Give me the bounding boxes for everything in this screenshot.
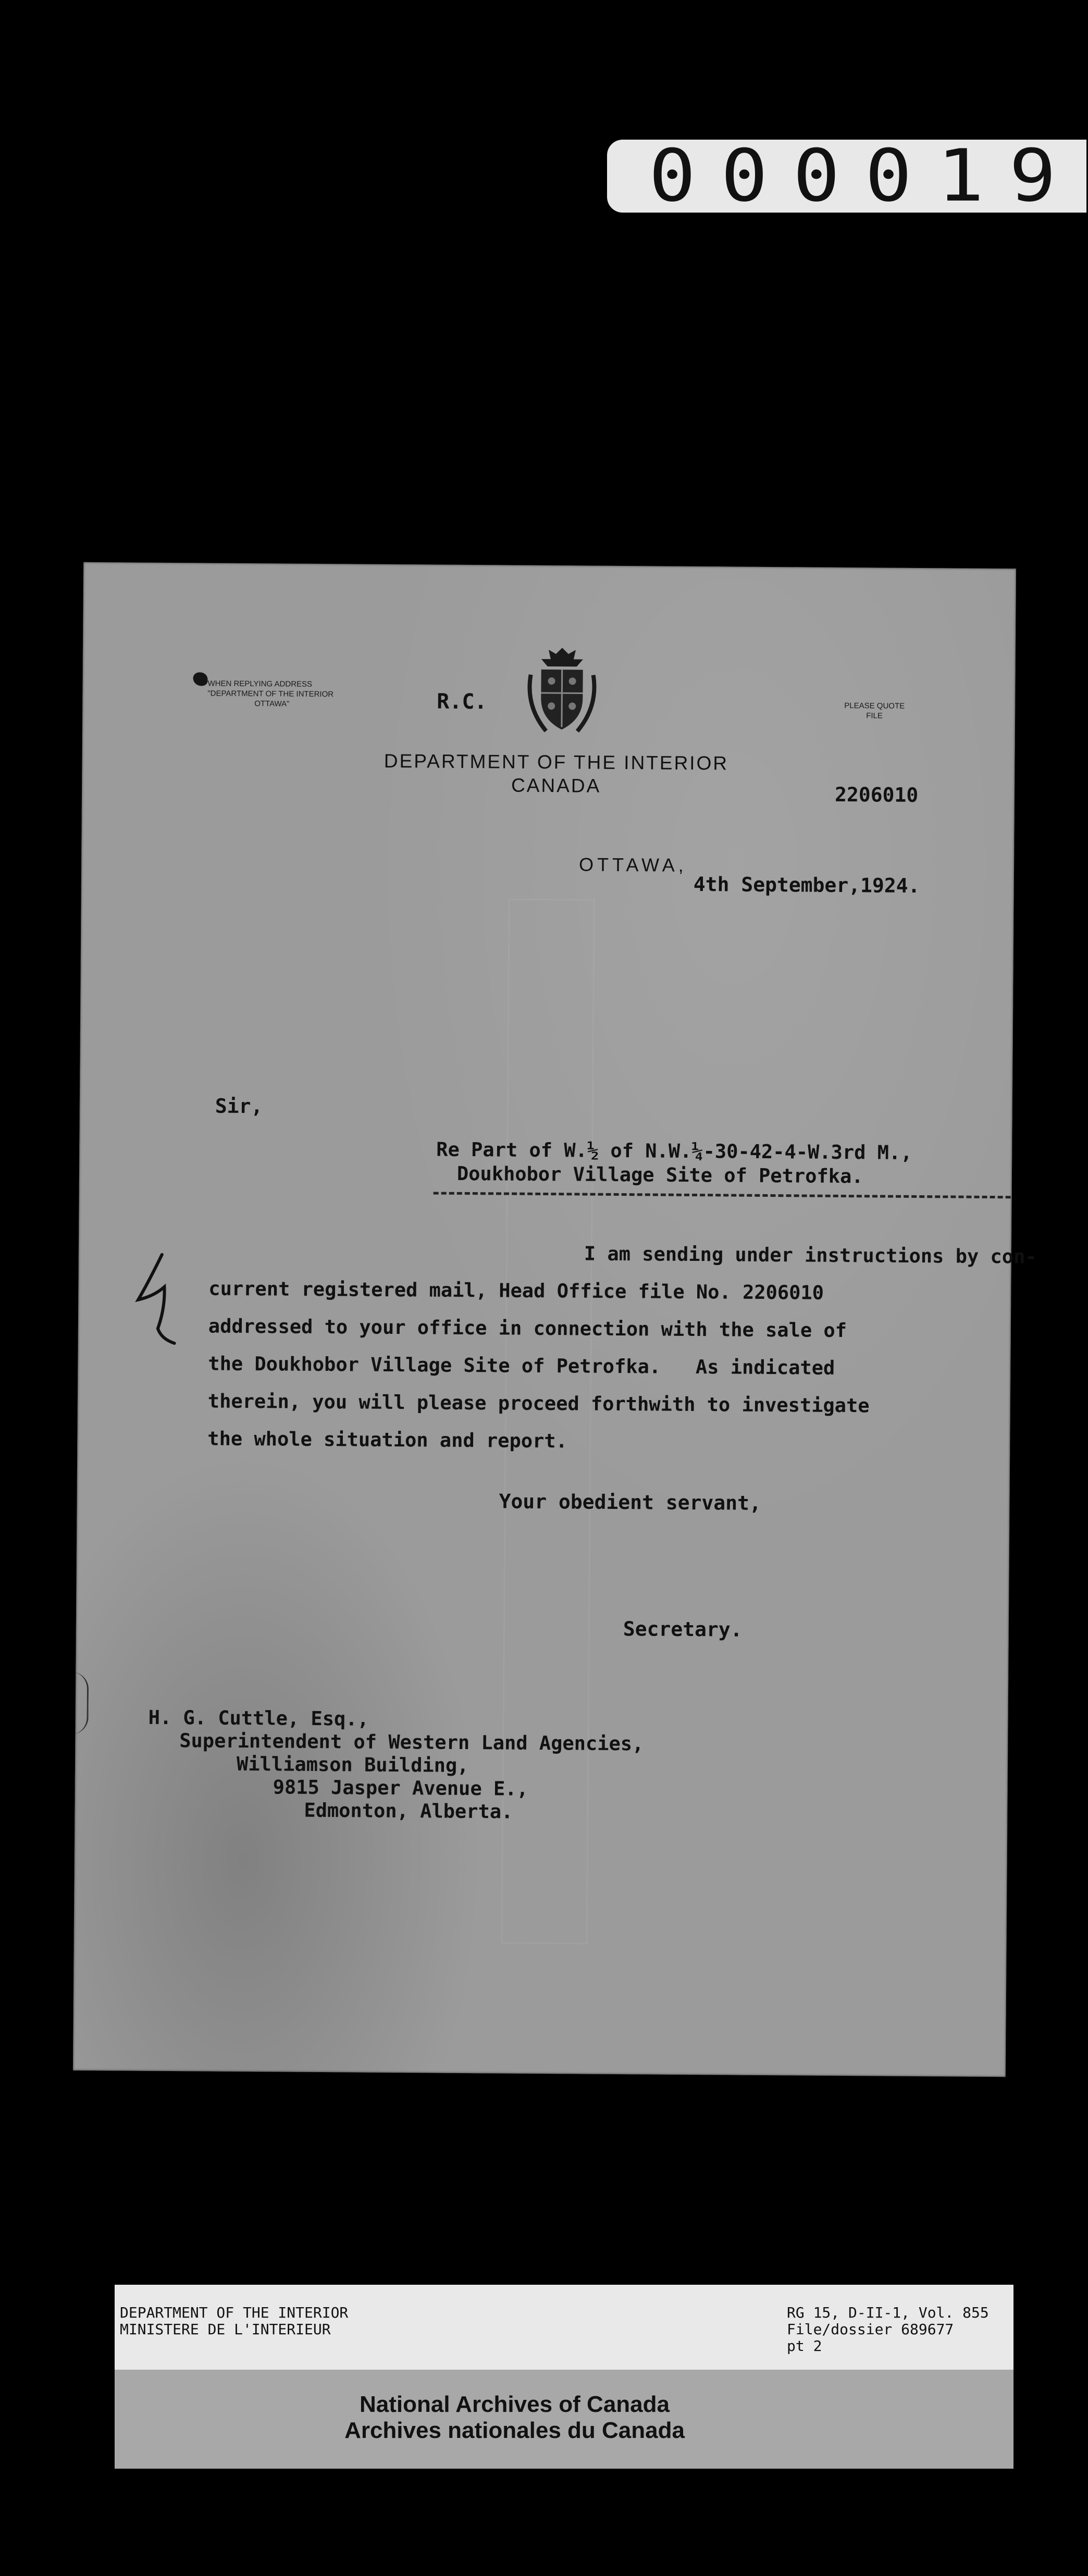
reference-code: R.C. [437,689,487,714]
dateline-city: OTTAWA, [578,853,687,876]
handwritten-margin-mark [133,1250,180,1349]
letter-body: I am sending under instructions by con- current registered mail, Head Office file No. 2206010 addressed to your office in connection with the sale of the Doukhobor Village Site of Petrofka. As indicated therein, you will please proceed forthwith to investigate the whole situation and report. [207,1242,1037,1453]
department-title: DEPARTMENT OF THE INTERIOR [384,750,729,774]
letter-date: 4th September,1924. [693,872,920,898]
coat-of-arms-icon [525,643,599,735]
department-label: DEPARTMENT OF THE INTERIOR MINISTERE DE L'INTERIEUR [120,2304,349,2338]
department-country: CANADA [511,774,601,797]
signature-title: Secretary. [623,1617,743,1641]
archive-reference-label [115,2285,1013,2372]
binding-mark [71,1672,89,1735]
complimentary-close: Your obedient servant, [499,1490,762,1515]
subject-line: Re Part of W.½ of N.W.¼-30-42-4-W.3rd M., Doukhobor Village Site of Petrofka. [436,1138,912,1188]
letter-page [73,562,1037,2077]
file-number: 2206010 [834,783,919,807]
reply-address-note: WHEN REPLYING ADDRESS "DEPARTMENT OF THE INTERIOR OTTAWA" [207,679,334,709]
file-reference: RG 15, D-II-1, Vol. 855 File/dossier 689677 pt 2 [787,2304,989,2355]
frame-number: 000019 [649,134,1081,218]
addressee-block: H. G. Cuttle, Esq., Superintendent of Western Land Agencies, Williamson Building, 9815 Jasper Avenue E., Edmonton, Alberta. [148,1706,644,1823]
salutation: Sir, [215,1094,263,1118]
archive-credit-banner: National Archives of Canada Archives nationales du Canada [115,2370,1013,2469]
ink-blot [193,672,207,686]
frame-number-strip [607,134,1086,218]
please-quote-note: PLEASE QUOTE FILE [844,701,905,721]
